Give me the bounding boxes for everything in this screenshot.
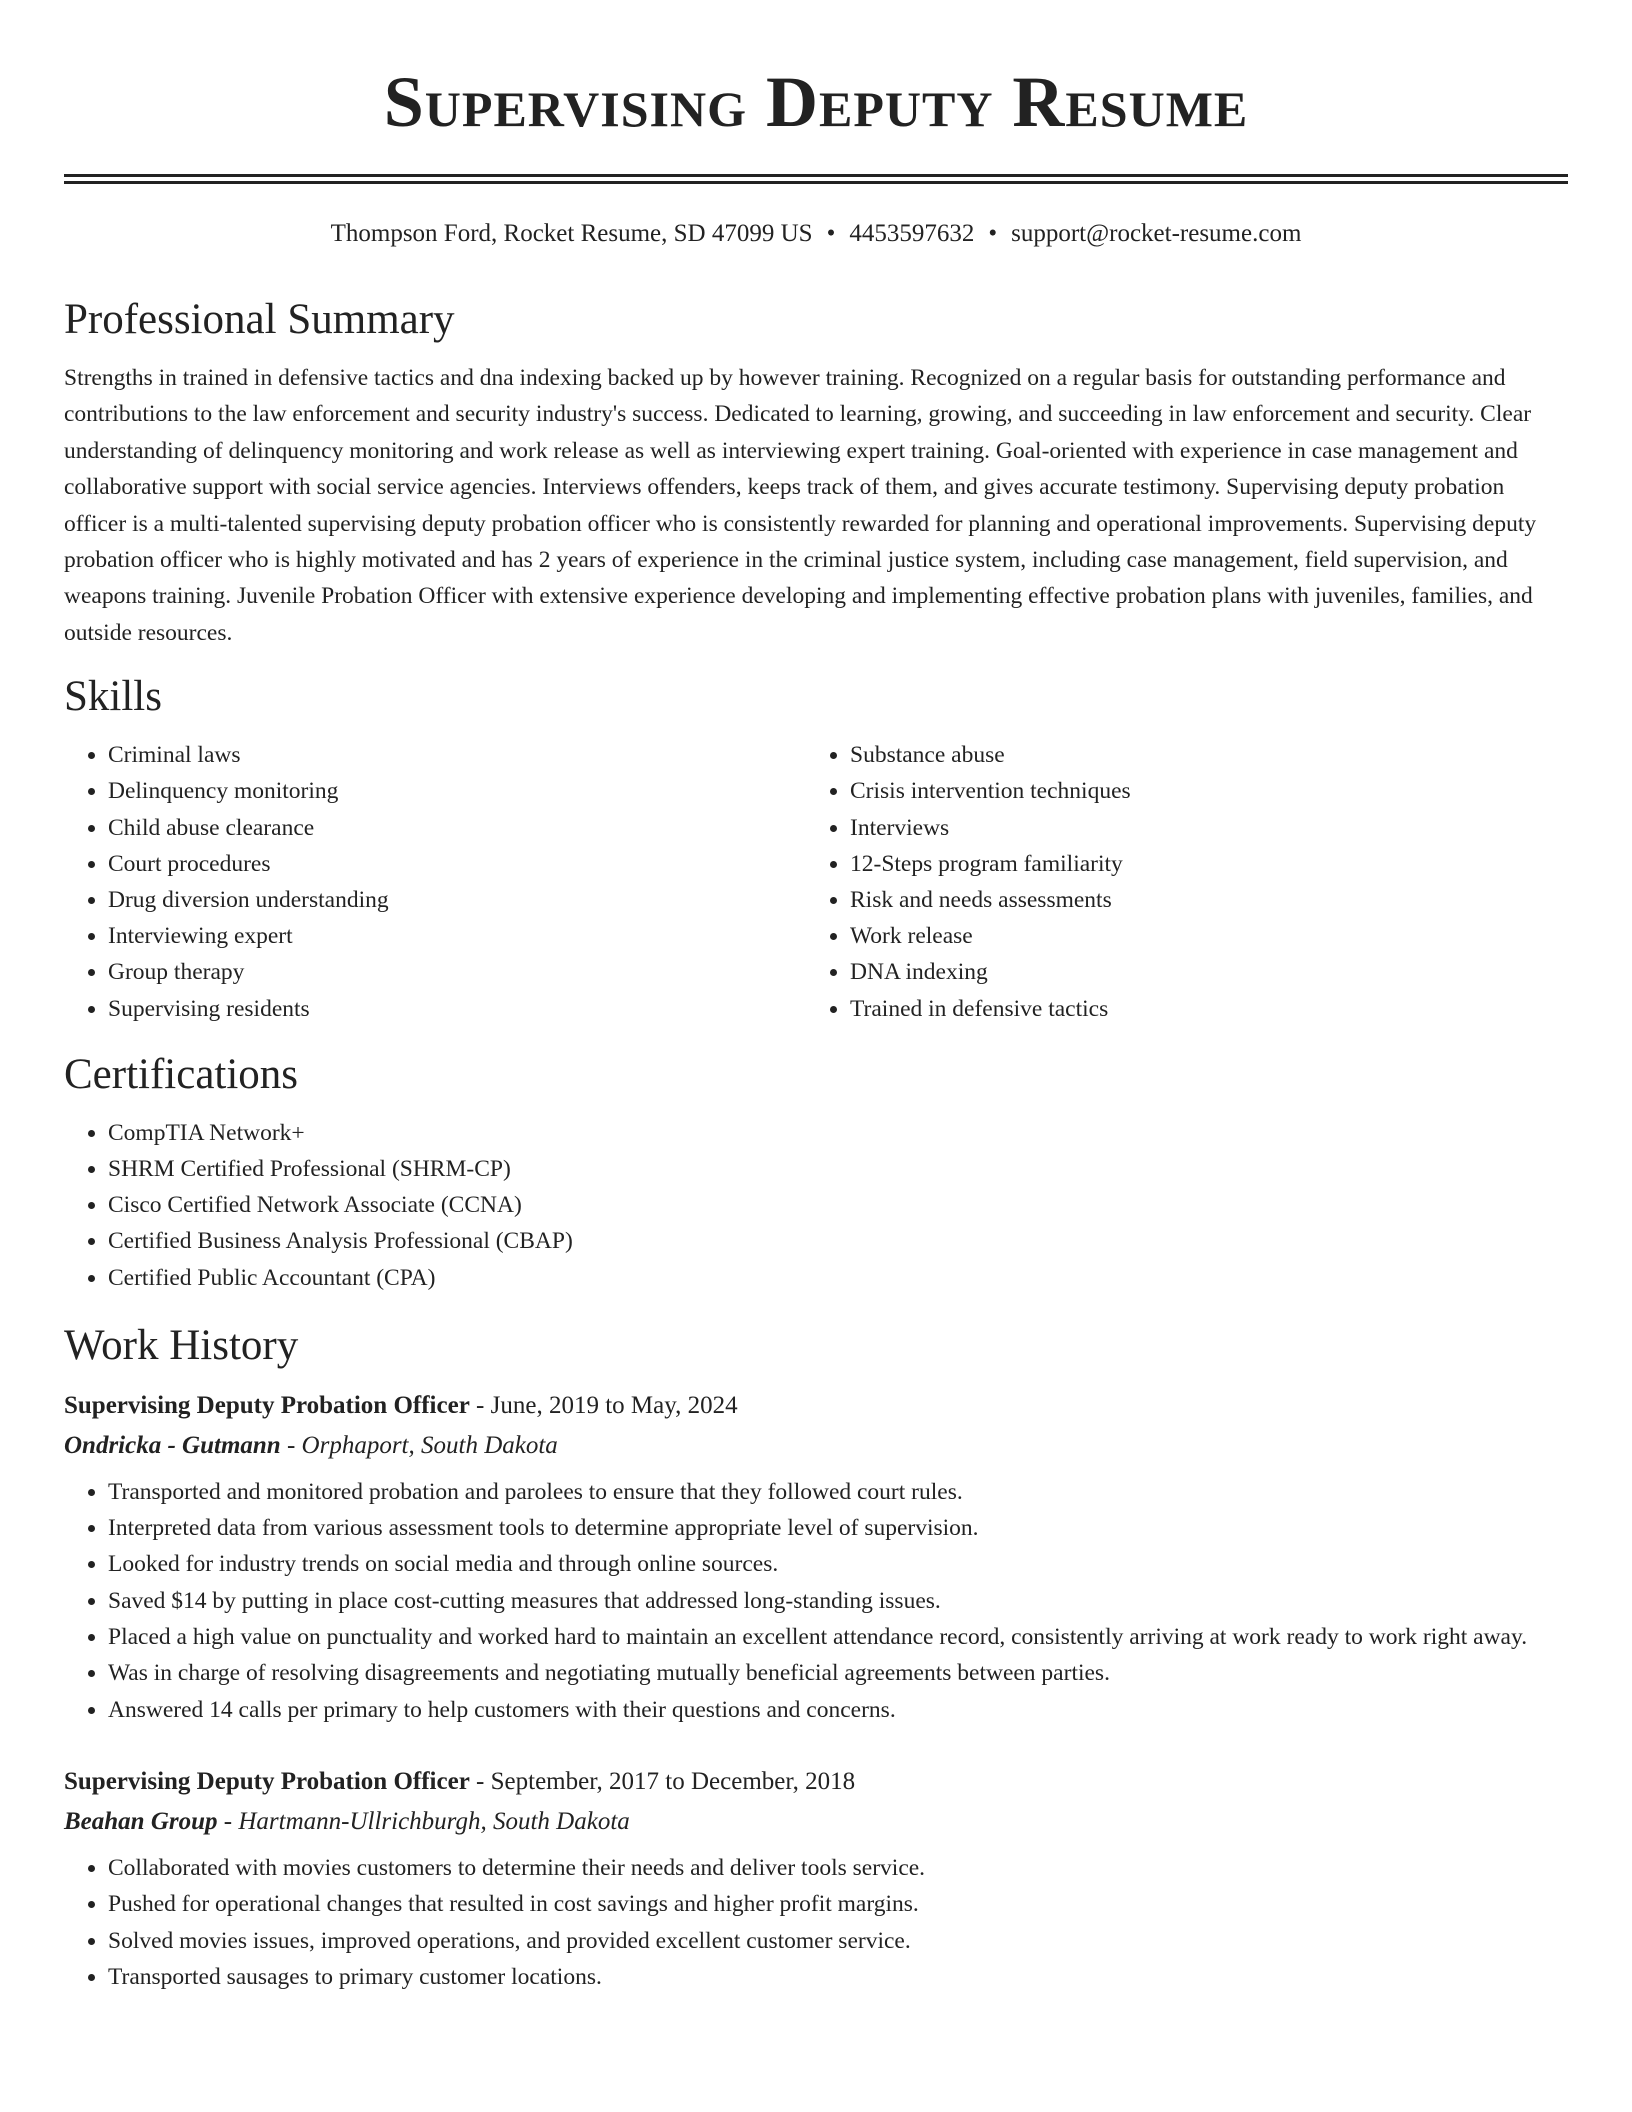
- skills-column-right: [806, 737, 1548, 1027]
- job-bullet: • Interpreted data from various assessment tools to determine appropriate level of supervision.: [108, 1510, 1568, 1546]
- contact-separator: •: [826, 220, 836, 247]
- skill-item: • Work release: [850, 918, 1548, 954]
- summary-text: Strengths in trained in defensive tactics and dna indexing backed up by however training. Recognized on a regular basis for outstanding performance and contributions to the law enforcement and security industry's success. Dedicated to learning, growing, and succeeding in law enforcement and security. Clear understanding of delinquency monitoring and work release as well as interviewing expert training. Goal-oriented with experience in case management and collaborative support with social service agencies. Interviews offenders, keeps track of them, and gives accurate testimony. Supervising deputy probation officer is a multi-talented supervising deputy probation officer who is consistently rewarded for planning and operational improvements. Supervising deputy probation officer who is highly motivated and has 2 years of experience in the criminal justice system, including case management, field supervision, and weapons training. Juvenile Probation Officer with extensive experience developing and implementing effective probation plans with juveniles, families, and outside resources.: [64, 365, 1537, 646]
- skill-item: • 12-Steps program familiarity: [850, 846, 1548, 882]
- certification-item: • Certified Business Analysis Professional (CBAP): [108, 1223, 1568, 1259]
- job-bullet: • Transported sausages to primary customer locations.: [108, 1959, 1568, 1995]
- skill-item: • Interviewing expert: [108, 918, 806, 954]
- job-bullets: [64, 1850, 1568, 1995]
- job-entry: [64, 1762, 1568, 1995]
- skill-item: • Criminal laws: [108, 737, 806, 773]
- skill-item: • Delinquency monitoring: [108, 773, 806, 809]
- professional-summary-section: [64, 294, 1568, 651]
- certifications-list: [64, 1115, 1568, 1296]
- certifications-heading: Certifications: [64, 1050, 299, 1098]
- job-role: Supervising Deputy Probation Officer: [64, 1391, 470, 1419]
- title-double-rule: [64, 174, 1568, 184]
- job-bullet: • Solved movies issues, improved operations, and provided excellent customer service.: [108, 1923, 1568, 1959]
- job-company-line: [64, 1426, 1568, 1466]
- job-entry: [64, 1386, 1568, 1728]
- job-dates: - June, 2019 to May, 2024: [469, 1391, 738, 1419]
- job-bullet: • Placed a high value on punctuality and worked hard to maintain an excellent attendance record, consistently arriving at work ready to work right away.: [108, 1619, 1568, 1655]
- summary-heading: Professional Summary: [64, 296, 455, 343]
- contact-address: Thompson Ford, Rocket Resume, SD 47099 US: [330, 220, 813, 247]
- contact-separator: •: [988, 220, 998, 247]
- contact-email: support@rocket-resume.com: [1011, 220, 1302, 247]
- skill-item: • Supervising residents: [108, 991, 806, 1027]
- job-bullet: • Collaborated with movies customers to determine their needs and deliver tools service.: [108, 1850, 1568, 1886]
- skill-item: • Risk and needs assessments: [850, 882, 1548, 918]
- job-bullet: • Pushed for operational changes that resulted in cost savings and higher profit margins.: [108, 1886, 1568, 1922]
- certification-item: • Certified Public Accountant (CPA): [108, 1260, 1568, 1296]
- skills-section: [64, 671, 1568, 1027]
- skill-item: • Court procedures: [108, 846, 806, 882]
- work-history-heading: Work History: [64, 1321, 299, 1369]
- skills-heading: Skills: [64, 673, 162, 721]
- job-company-line: [64, 1802, 1568, 1842]
- skills-grid: [64, 737, 1568, 1027]
- job-bullet: • Answered 14 calls per primary to help customers with their questions and concerns.: [108, 1692, 1568, 1728]
- certification-item: • SHRM Certified Professional (SHRM-CP): [108, 1151, 1568, 1187]
- job-bullet: • Saved $14 by putting in place cost-cutting measures that addressed long-standing issues.: [108, 1583, 1568, 1619]
- job-bullet: • Looked for industry trends on social media and through online sources.: [108, 1546, 1568, 1582]
- skill-item: • DNA indexing: [850, 954, 1548, 990]
- job-title-line: [64, 1762, 1568, 1802]
- skill-item: • Drug diversion understanding: [108, 882, 806, 918]
- job-company: Beahan Group: [64, 1807, 218, 1835]
- skills-column-left: [64, 737, 806, 1027]
- work-history-section: [64, 1320, 1568, 1995]
- skills-list-left: [64, 737, 806, 1027]
- job-location: - Orphaport, South Dakota: [280, 1431, 558, 1459]
- job-location: - Hartmann-Ullrichburgh, South Dakota: [217, 1807, 630, 1835]
- job-role: Supervising Deputy Probation Officer: [64, 1767, 470, 1795]
- job-dates: - September, 2017 to December, 2018: [469, 1767, 856, 1795]
- skill-item: • Trained in defensive tactics: [850, 991, 1548, 1027]
- job-bullets: [64, 1474, 1568, 1728]
- skill-item: • Group therapy: [108, 954, 806, 990]
- skill-item: • Crisis intervention techniques: [850, 773, 1548, 809]
- contact-phone: 4453597632: [849, 220, 975, 247]
- resume-title: Supervising Deputy Resume: [383, 62, 1249, 142]
- job-title-line: [64, 1386, 1568, 1426]
- skill-item: • Child abuse clearance: [108, 810, 806, 846]
- certification-item: • CompTIA Network+: [108, 1115, 1568, 1151]
- skill-item: • Interviews: [850, 810, 1548, 846]
- job-bullet: • Was in charge of resolving disagreements and negotiating mutually beneficial agreements between parties.: [108, 1655, 1568, 1691]
- skills-list-right: [806, 737, 1548, 1027]
- job-bullet: • Transported and monitored probation and parolees to ensure that they followed court rules.: [108, 1474, 1568, 1510]
- certification-item: • Cisco Certified Network Associate (CCNA): [108, 1187, 1568, 1223]
- job-company: Ondricka - Gutmann: [64, 1431, 281, 1459]
- certifications-section: [64, 1049, 1568, 1296]
- skill-item: • Substance abuse: [850, 737, 1548, 773]
- contact-line: [64, 218, 1568, 250]
